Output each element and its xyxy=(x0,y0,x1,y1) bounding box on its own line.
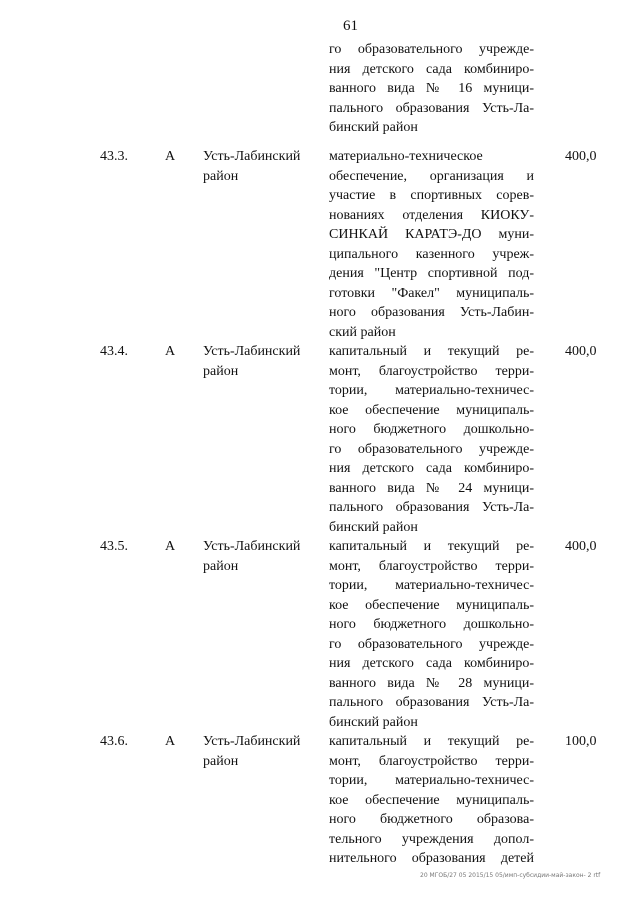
purpose-line: ванного вида № 28 муници- xyxy=(329,675,534,691)
purpose-line: ного образования Усть-Лабин- xyxy=(329,305,534,320)
purpose-line: ния детского сада комбиниро- xyxy=(329,656,534,671)
purpose-line: монт, благоустройство терри- xyxy=(329,558,534,574)
text-line: бинский район xyxy=(329,120,418,135)
purpose-line: ципального казенного учреж- xyxy=(329,246,534,262)
purpose-line: нительного образования детей xyxy=(329,851,534,866)
purpose-line: ский район xyxy=(329,324,396,340)
text-line: ния детского сада комбиниро- xyxy=(329,61,534,77)
purpose-line: монт, благоустройство терри- xyxy=(329,363,534,379)
purpose-line: бинский район xyxy=(329,714,418,730)
purpose-line: нованиях отделения КИОКУ- xyxy=(329,207,534,223)
row-amount: 400,0 xyxy=(565,539,597,554)
row-number: 43.4. xyxy=(100,344,128,359)
purpose-line: готовки "Факел" муниципаль- xyxy=(329,285,534,301)
purpose-line: тельного учреждения допол- xyxy=(329,831,534,847)
row-municipality xyxy=(203,537,313,576)
row-category: А xyxy=(165,539,176,554)
row-number: 43.5. xyxy=(100,539,128,554)
purpose-line: тории, материально-техничес- xyxy=(329,773,534,788)
purpose-line: кое обеспечение муниципаль- xyxy=(329,597,534,613)
page-number: 61 xyxy=(343,18,358,34)
purpose-line: тории, материально-техничес- xyxy=(329,578,534,593)
purpose-line: кое обеспечение муниципаль- xyxy=(329,402,534,418)
municipality-line: Усть-Лабинский xyxy=(203,734,301,749)
row-number: 43.3. xyxy=(100,149,128,164)
purpose-line: пального образования Усть-Ла- xyxy=(329,500,534,515)
purpose-line: го образовательного учрежде- xyxy=(329,636,534,652)
municipality-line: Усть-Лабинский xyxy=(203,539,301,554)
purpose-line: капитальный и текущий ре- xyxy=(329,539,534,554)
row-purpose xyxy=(329,732,534,869)
row-purpose xyxy=(329,147,534,342)
purpose-line: тории, материально-техничес- xyxy=(329,383,534,398)
purpose-line: капитальный и текущий ре- xyxy=(329,734,534,749)
purpose-line: материально-техническое xyxy=(329,149,483,164)
row-amount: 400,0 xyxy=(565,344,597,359)
municipality-line: район xyxy=(203,363,239,379)
continued-purpose-text xyxy=(329,40,534,138)
purpose-line: бинский район xyxy=(329,519,418,535)
row-category: А xyxy=(165,344,176,359)
purpose-line: ного бюджетного образова- xyxy=(329,812,534,827)
purpose-line: обеспечение, организация и xyxy=(329,168,534,184)
row-municipality xyxy=(203,147,313,186)
purpose-line: го образовательного учрежде- xyxy=(329,441,534,457)
row-municipality xyxy=(203,732,313,771)
footer-file-code: 20 МГОБ/27 05 2015/15 05/имп-субсидии-май-закон- 2 rtf xyxy=(420,872,601,879)
row-purpose xyxy=(329,537,534,732)
row-purpose xyxy=(329,342,534,537)
municipality-line: Усть-Лабинский xyxy=(203,149,301,164)
municipality-line: Усть-Лабинский xyxy=(203,344,301,359)
purpose-line: пального образования Усть-Ла- xyxy=(329,695,534,710)
purpose-line: ванного вида № 24 муници- xyxy=(329,480,534,496)
municipality-line: район xyxy=(203,168,239,184)
purpose-line: кое обеспечение муниципаль- xyxy=(329,792,534,808)
row-amount: 100,0 xyxy=(565,734,597,749)
purpose-line: участие в спортивных сорев- xyxy=(329,188,534,203)
purpose-line: ного бюджетного дошкольно- xyxy=(329,422,534,437)
purpose-line: монт, благоустройство терри- xyxy=(329,753,534,769)
text-line: ванного вида № 16 муници- xyxy=(329,81,534,96)
row-category: А xyxy=(165,149,176,164)
text-line: пального образования Усть-Ла- xyxy=(329,100,534,116)
text-line: го образовательного учрежде- xyxy=(329,42,534,57)
purpose-line: капитальный и текущий ре- xyxy=(329,344,534,359)
purpose-line: дения "Центр спортивной под- xyxy=(329,266,534,281)
row-amount: 400,0 xyxy=(565,149,597,164)
row-municipality xyxy=(203,342,313,381)
purpose-line: СИНКАЙ КАРАТЭ-ДО муни- xyxy=(329,227,534,242)
municipality-line: район xyxy=(203,558,239,574)
purpose-line: ния детского сада комбиниро- xyxy=(329,461,534,476)
row-number: 43.6. xyxy=(100,734,128,749)
municipality-line: район xyxy=(203,753,239,769)
row-category: А xyxy=(165,734,176,749)
purpose-line: ного бюджетного дошкольно- xyxy=(329,617,534,632)
